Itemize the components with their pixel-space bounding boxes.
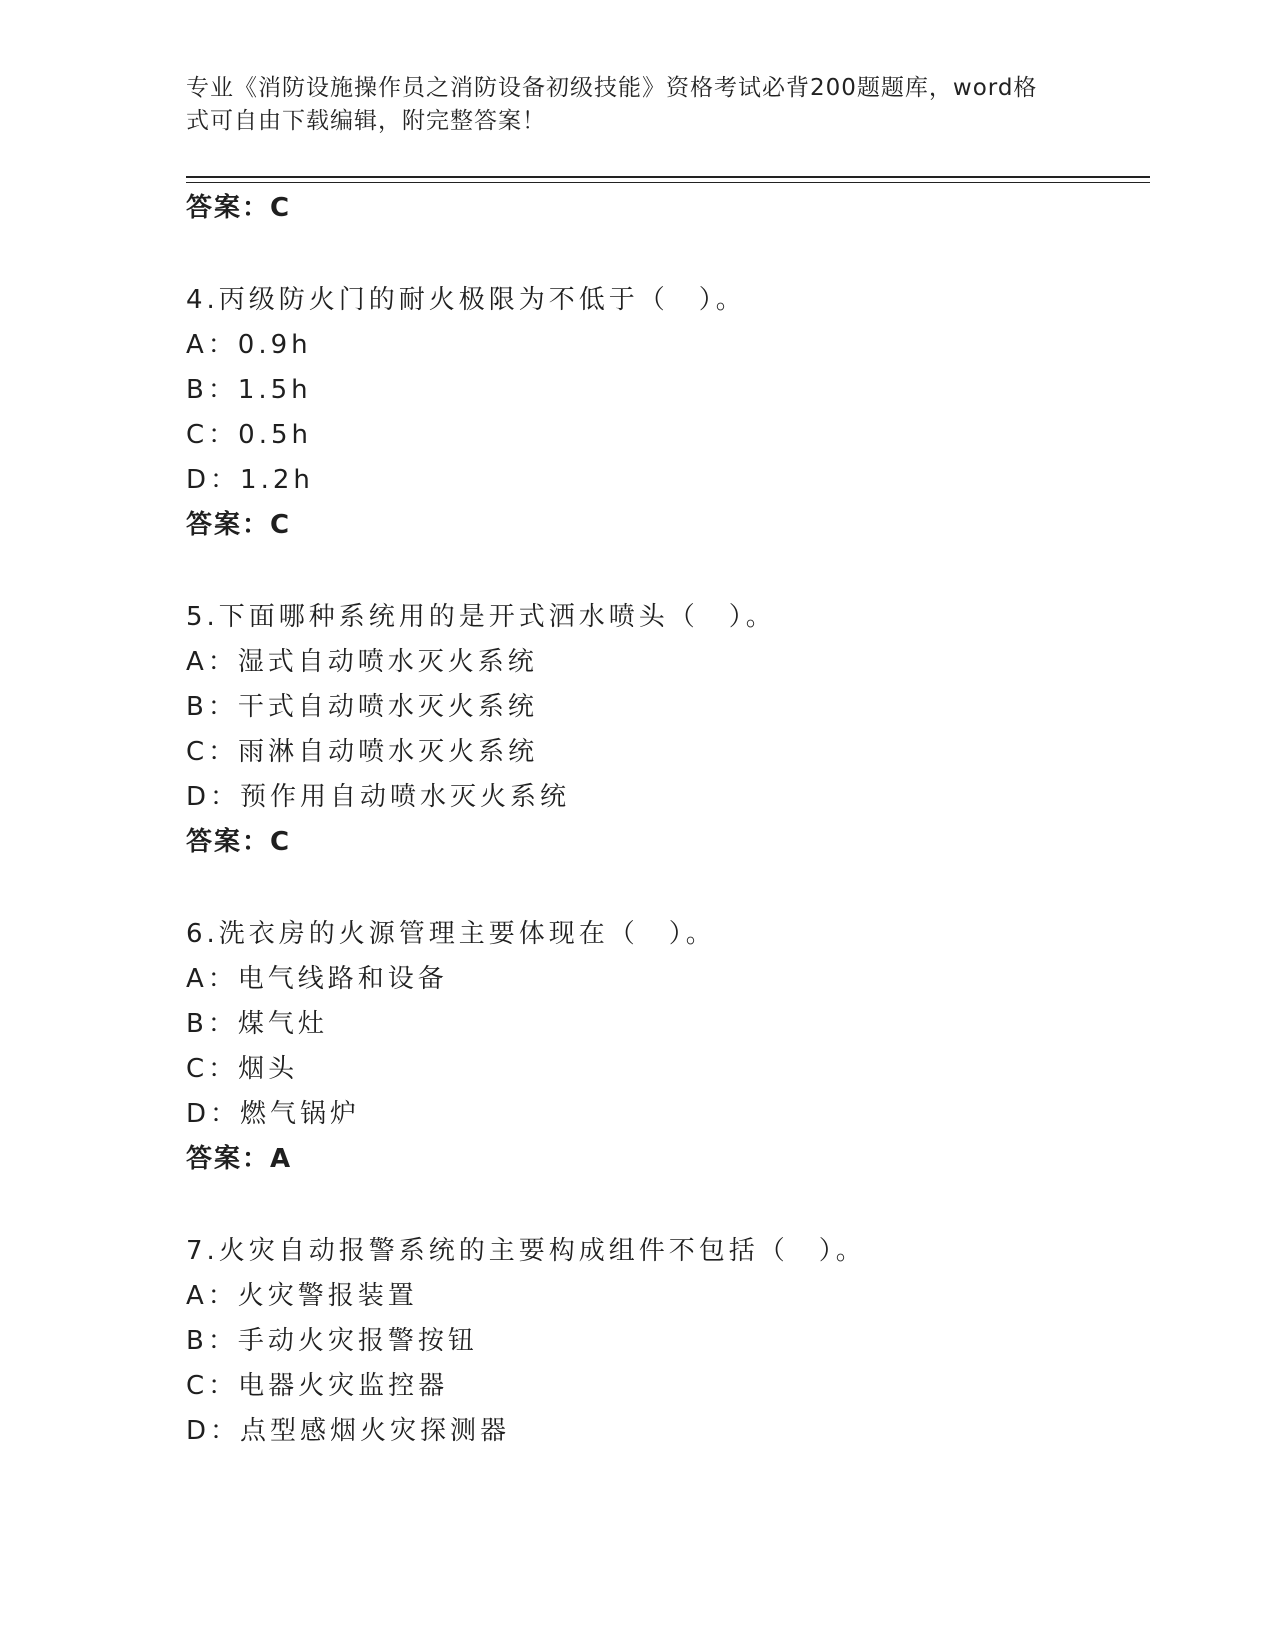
- option-b: B：1.5h: [186, 375, 312, 405]
- option-c: C：雨淋自动喷水灭火系统: [186, 737, 539, 767]
- option-d: D：燃气锅炉: [186, 1099, 361, 1129]
- answer-line: 答案：A: [186, 1144, 293, 1174]
- spacer: [186, 1182, 1150, 1229]
- option-c: C：电器火灾监控器: [186, 1371, 449, 1401]
- spacer: [186, 231, 1150, 278]
- option-a: A：湿式自动喷水灭火系统: [186, 647, 538, 677]
- spacer: [186, 865, 1150, 912]
- option-d: D：点型感烟火灾探测器: [186, 1416, 511, 1446]
- option-b: B：手动火灾报警按钮: [186, 1326, 478, 1356]
- question-stem: 6.洗衣房的火源管理主要体现在（ ）。: [186, 919, 716, 949]
- option-d: D：预作用自动喷水灭火系统: [186, 782, 571, 812]
- question-stem: 4.丙级防火门的耐火极限为不低于（ ）。: [186, 285, 746, 315]
- option-a: A：电气线路和设备: [186, 964, 448, 994]
- option-c: C：烟头: [186, 1054, 299, 1084]
- question-list: [186, 186, 1150, 1454]
- header-rule-thin: [186, 182, 1150, 183]
- option-a: A：火灾警报装置: [186, 1281, 418, 1311]
- header-line-2: 式可自由下载编辑，附完整答案！: [186, 108, 546, 134]
- question-stem: 5.下面哪种系统用的是开式洒水喷头（ ）。: [186, 602, 776, 632]
- question-item: [186, 912, 1150, 1182]
- answer-line: 答案：C: [186, 510, 292, 540]
- document-header: [186, 72, 1066, 138]
- option-a: A：0.9h: [186, 330, 312, 360]
- question-item: [186, 1229, 1150, 1454]
- answer-line: 答案：C: [186, 827, 292, 857]
- question-item: [186, 278, 1150, 548]
- question-item: [186, 595, 1150, 865]
- spacer: [186, 548, 1150, 595]
- option-b: B：干式自动喷水灭火系统: [186, 692, 538, 722]
- option-c: C：0.5h: [186, 420, 312, 450]
- option-d: D：1.2h: [186, 465, 314, 495]
- question-stem: 7.火灾自动报警系统的主要构成组件不包括（ ）。: [186, 1236, 866, 1266]
- header-line-1: 专业《消防设施操作员之消防设备初级技能》资格考试必背200题题库，word格: [186, 75, 1038, 101]
- answer-line: 答案：C: [186, 193, 292, 223]
- option-b: B：煤气灶: [186, 1009, 328, 1039]
- header-rule-thick: [186, 176, 1150, 178]
